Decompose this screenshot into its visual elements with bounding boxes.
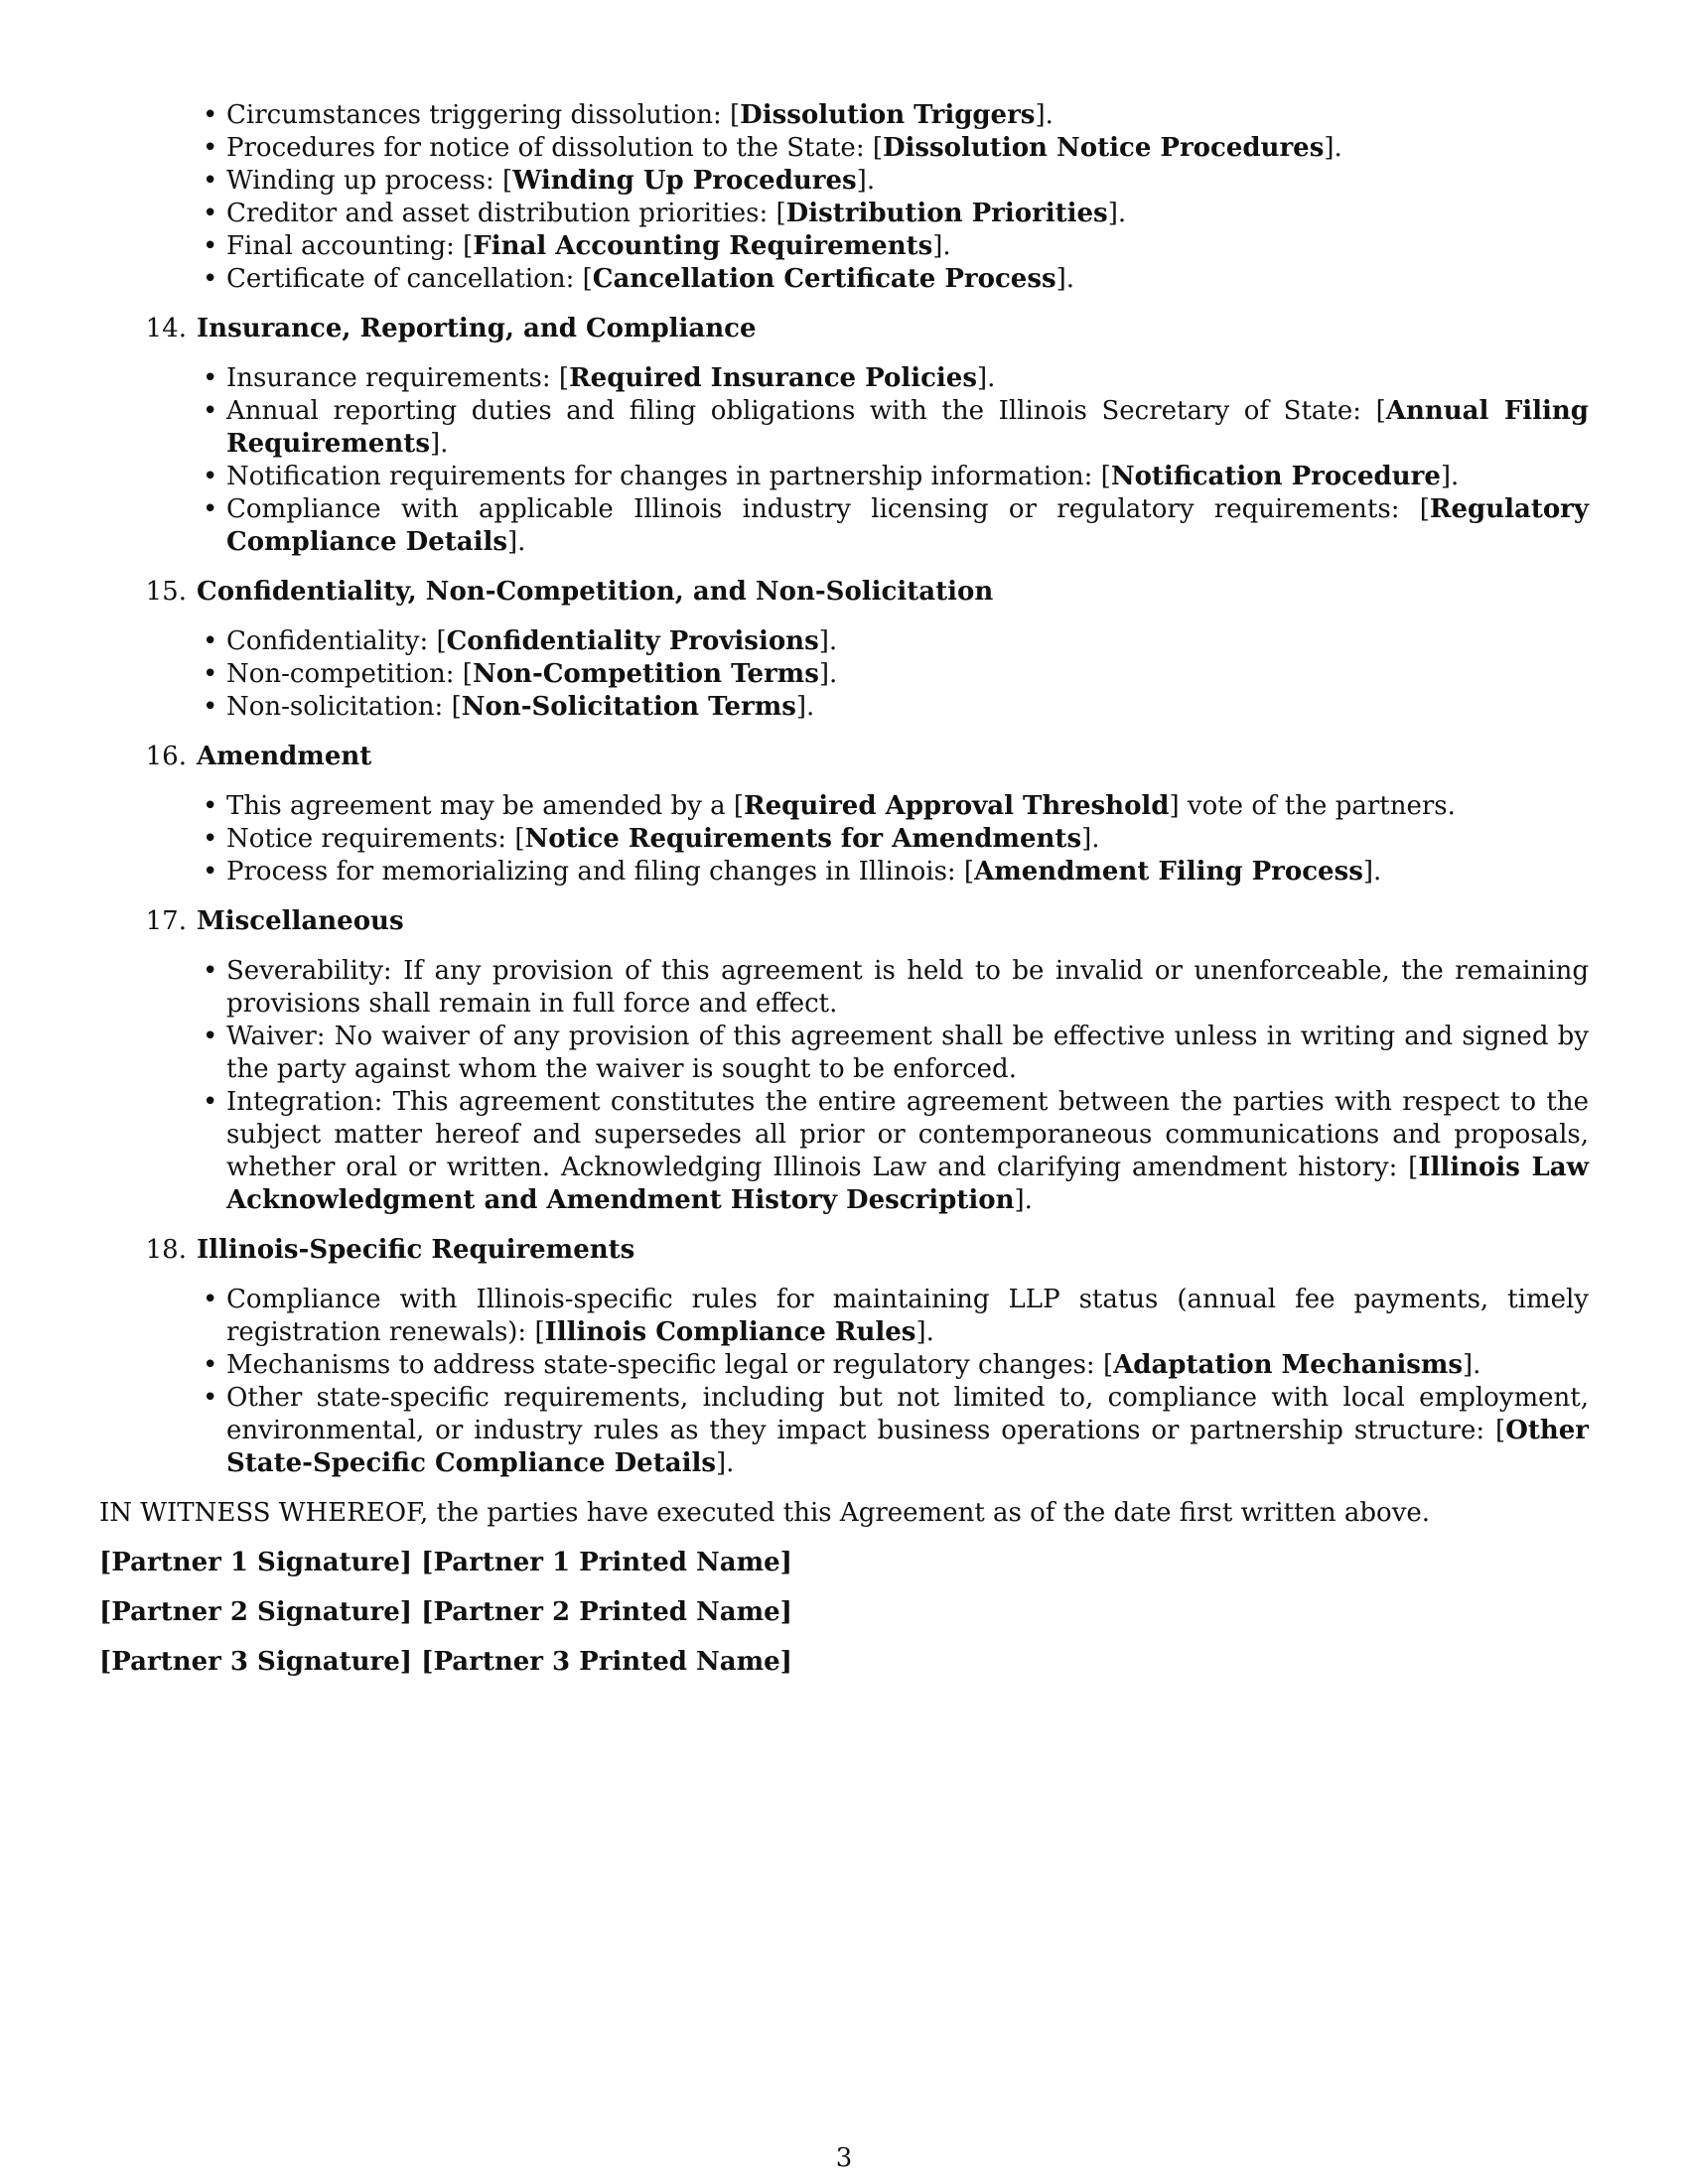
section-list bbox=[99, 790, 1589, 888]
section-number: 17. bbox=[145, 906, 187, 936]
list-item: • Compliance with applicable Illinois industry licensing or regulatory requirements: [Regulatory Compliance Details]. bbox=[226, 493, 1589, 559]
section-list bbox=[99, 362, 1589, 559]
section-title: Insurance, Reporting, and Compliance bbox=[197, 314, 757, 343]
section-heading bbox=[99, 905, 1589, 938]
signature-line-partner-1: [Partner 1 Signature] [Partner 1 Printed Name] bbox=[99, 1548, 792, 1577]
list-item: • This agreement may be amended by a [Required Approval Threshold] vote of the partners. bbox=[226, 790, 1589, 823]
list-item: • Confidentiality: [Confidentiality Provisions]. bbox=[226, 625, 1589, 658]
list-item: • Waiver: No waiver of any provision of this agreement shall be effective unless in writing and signed by the party against whom the waiver is sought to be enforced. bbox=[226, 1021, 1589, 1086]
list-item: • Notification requirements for changes in partnership information: [Notification Procedure]. bbox=[226, 461, 1589, 493]
section-list bbox=[99, 625, 1589, 724]
section-heading bbox=[99, 1234, 1589, 1267]
list-item: • Mechanisms to address state-specific legal or regulatory changes: [Adaptation Mechanisms]. bbox=[226, 1349, 1589, 1382]
signature-line-partner-3: [Partner 3 Signature] [Partner 3 Printed Name] bbox=[99, 1647, 792, 1677]
section-heading bbox=[99, 741, 1589, 773]
list-item: • Circumstances triggering dissolution: [Dissolution Triggers]. bbox=[226, 99, 1589, 132]
list-item: • Procedures for notice of dissolution to the State: [Dissolution Notice Procedures]. bbox=[226, 132, 1589, 165]
section-title: Amendment bbox=[197, 742, 372, 771]
list-item: • Creditor and asset distribution priorities: [Distribution Priorities]. bbox=[226, 198, 1589, 230]
list-item: • Severability: If any provision of this agreement is held to be invalid or unenforceable, the remaining provisions shall remain in full force and effect. bbox=[226, 955, 1589, 1021]
list-item: • Certificate of cancellation: [Cancellation Certificate Process]. bbox=[226, 263, 1589, 296]
section-14 bbox=[99, 313, 1589, 559]
section-16 bbox=[99, 741, 1589, 888]
document-page bbox=[99, 99, 1589, 1679]
list-item: • Integration: This agreement constitutes the entire agreement between the parties with respect to the subject matter hereof and supersedes all prior or contemporaneous communications and proposals, whether oral or written. Acknowledging Illinois Law and clarifying amendment history: [Illinois Law Acknowledgment and Amendment History Description]. bbox=[226, 1086, 1589, 1217]
list-item: • Final accounting: [Final Accounting Requirements]. bbox=[226, 230, 1589, 263]
section-list bbox=[99, 955, 1589, 1217]
section-title: Illinois-Specific Requirements bbox=[197, 1235, 635, 1265]
list-item: • Insurance requirements: [Required Insurance Policies]. bbox=[226, 362, 1589, 395]
page-number: 3 bbox=[835, 2143, 853, 2173]
section-number: 16. bbox=[145, 742, 187, 771]
section-number: 15. bbox=[145, 577, 187, 607]
list-item: • Compliance with Illinois-specific rules for maintaining LLP status (annual fee payments, timely registration renewals): [Illinois Compliance Rules]. bbox=[226, 1284, 1589, 1349]
section-17 bbox=[99, 905, 1589, 1217]
section-title: Confidentiality, Non-Competition, and Non-Solicitation bbox=[197, 577, 994, 607]
list-item: • Winding up process: [Winding Up Procedures]. bbox=[226, 165, 1589, 198]
list-item: • Notice requirements: [Notice Requirements for Amendments]. bbox=[226, 823, 1589, 856]
list-item: • Non-solicitation: [Non-Solicitation Terms]. bbox=[226, 691, 1589, 724]
signature-line-partner-2: [Partner 2 Signature] [Partner 2 Printed Name] bbox=[99, 1597, 792, 1627]
section-title: Miscellaneous bbox=[197, 906, 404, 936]
section-15 bbox=[99, 576, 1589, 724]
list-item: • Non-competition: [Non-Competition Terms]. bbox=[226, 658, 1589, 691]
dissolution-list bbox=[99, 99, 1589, 296]
list-item: • Process for memorializing and filing changes in Illinois: [Amendment Filing Process]. bbox=[226, 856, 1589, 888]
witness-clause: IN WITNESS WHEREOF, the parties have executed this Agreement as of the date first written above. bbox=[99, 1498, 1431, 1528]
section-18 bbox=[99, 1234, 1589, 1480]
list-item: • Other state-specific requirements, including but not limited to, compliance with local employment, environmental, or industry rules as they impact business operations or partnership structure: [Other State-Specific Compliance Details]. bbox=[226, 1382, 1589, 1480]
section-list bbox=[99, 1284, 1589, 1480]
list-item: • Annual reporting duties and filing obligations with the Illinois Secretary of State: [Annual Filing Requirements]. bbox=[226, 395, 1589, 461]
section-number: 14. bbox=[145, 314, 187, 343]
section-heading bbox=[99, 313, 1589, 345]
section-number: 18. bbox=[145, 1235, 187, 1265]
section-heading bbox=[99, 576, 1589, 609]
